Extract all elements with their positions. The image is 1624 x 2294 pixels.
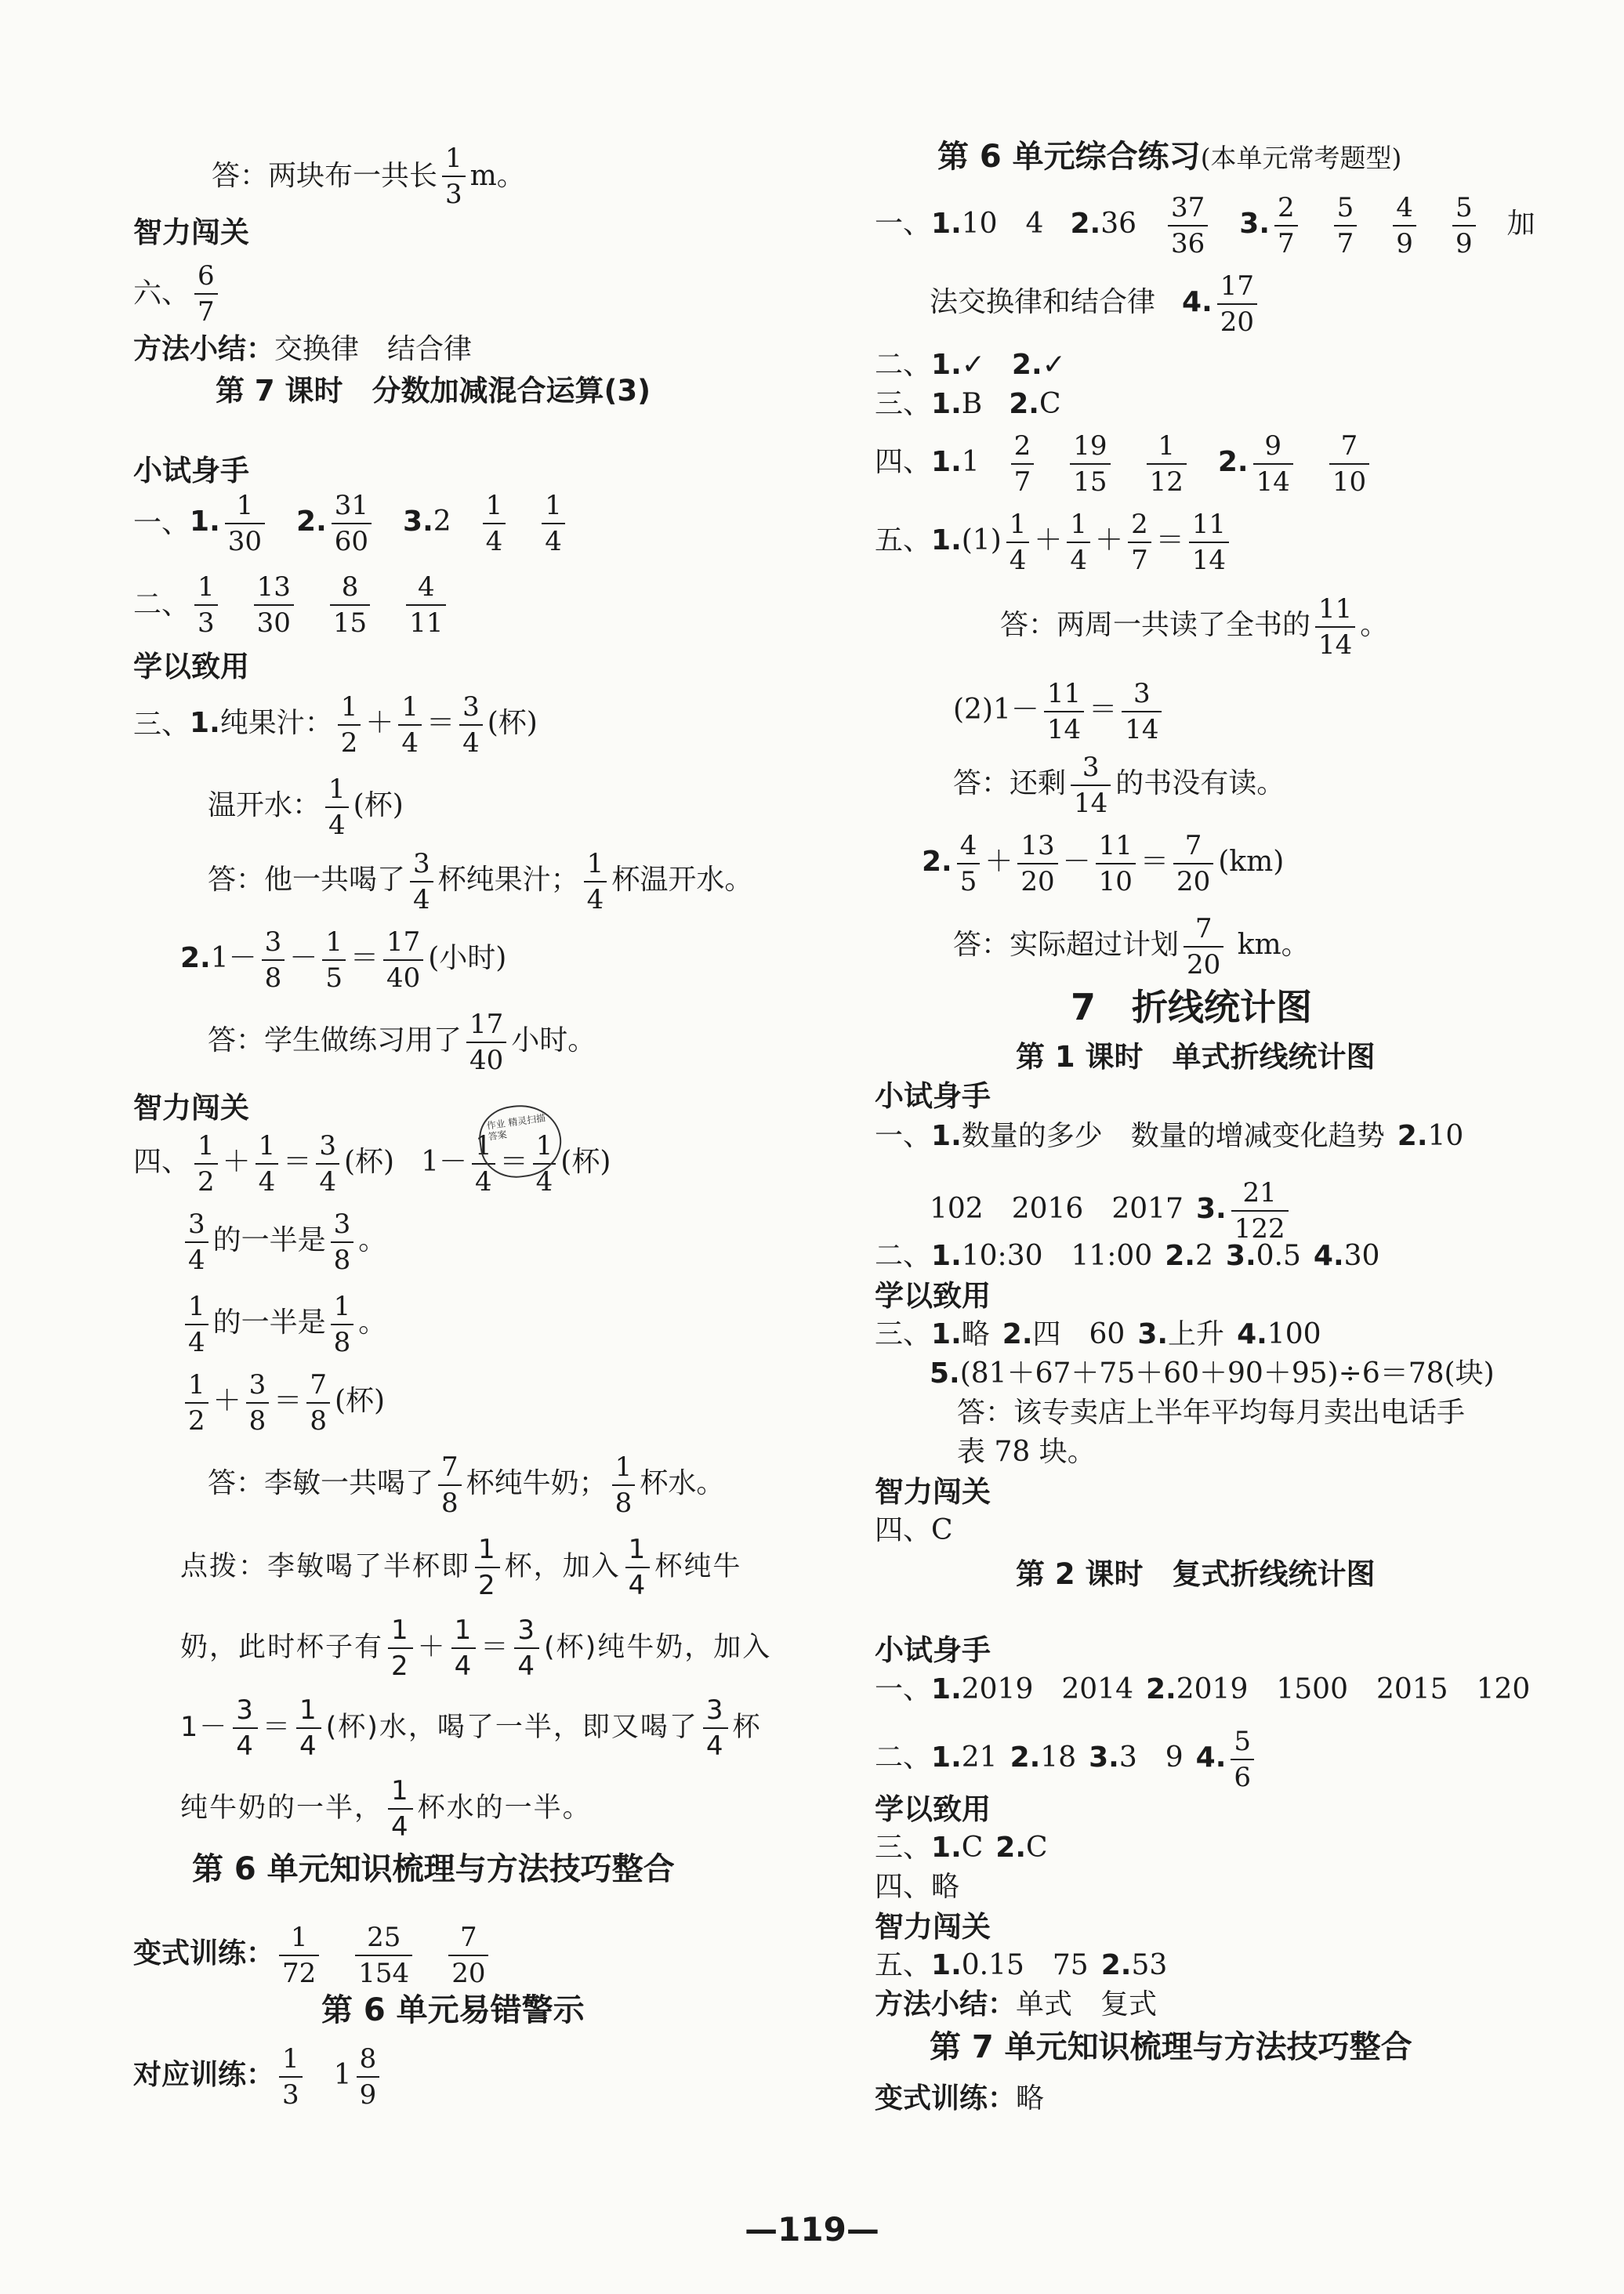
answer-line: (2)1－ $\frac{11}{14}$ ＝ $\frac{3}{14}$	[953, 680, 1166, 743]
answer-line: 三、1.B 2.C	[875, 388, 1061, 420]
answer-line: 二、1.✓ 2.✓	[875, 349, 1066, 381]
section-heading: 智力闯关	[133, 1091, 249, 1125]
answer-line: 变式训练： $\frac{1}{72}$ $\frac{25}{154}$ $\frac{7}{20}$	[133, 1924, 493, 1987]
unit-warning-title: 第 6 单元易错警示	[321, 1992, 585, 2028]
section-heading: 智力闯关	[875, 1910, 991, 1944]
answer-line: 答：还剩 $\frac{3}{14}$ 的书没有读。	[953, 752, 1285, 819]
answer-line: 102 2016 2017 3. $\frac{21}{122}$	[930, 1180, 1293, 1242]
answer-line: 五、1.0.15 75 2.53	[875, 1949, 1168, 1981]
hint-line: 纯牛奶的一半， $\frac{1}{4}$ 杯水的一半。	[180, 1775, 592, 1843]
answer-line: 答：该专卖店上半年平均每月卖出电话手	[957, 1397, 1466, 1429]
answer-line: 二、1.21 2.18 3.3 9 4. $\frac{5}{6}$	[875, 1728, 1259, 1791]
answer-line: 表 78 块。	[957, 1436, 1096, 1468]
answer-line: 答：实际超过计划 $\frac{7}{20}$ km。	[953, 913, 1310, 980]
answer-line: 答：李敏一共喝了 $\frac{7}{8}$ 杯纯牛奶； $\frac{1}{8}$ 杯水。	[208, 1451, 725, 1519]
answer-line: 四、1.1 $\frac{2}{7}$ $\frac{19}{15}$ $\frac{1}{12}$ 2. $\frac{9}{14}$ $\frac{7}{10}$	[875, 433, 1374, 495]
lesson-title: 第 2 课时 复式折线统计图	[1016, 1557, 1376, 1591]
unit-title: 7 折线统计图	[1071, 986, 1313, 1028]
answer-line: 四、 $\frac{1}{2}$ ＋ $\frac{1}{4}$ ＝ $\frac{3}{4}$ (杯) 1－ $\frac{1}{4}$ ＝ $\frac{1}{4}$ (杯)	[133, 1130, 611, 1198]
fraction: $\frac{1}{3}$	[442, 145, 466, 208]
lesson-title: 第 7 课时 分数加减混合运算(3)	[216, 374, 651, 408]
hint-line: 奶，此时杯子有 $\frac{1}{2}$ ＋ $\frac{1}{4}$ ＝ $\frac{3}{4}$ (杯)纯牛奶，加入	[180, 1614, 772, 1682]
answer-line: 一、1.10 4 2.36 $\frac{37}{36}$ 3. $\frac{2}{7}$ $\frac{5}{7}$ $\frac{4}{9}$ $\frac{5}{9}$ 加	[875, 192, 1535, 259]
answer-line: 温开水： $\frac{1}{4}$ (杯)	[208, 774, 404, 841]
answer-line: 三、1.C 2.C	[875, 1832, 1048, 1864]
lesson-title: 第 1 课时 单式折线统计图	[1016, 1040, 1376, 1074]
unit-summary-title: 第 7 单元知识梳理与方法技巧整合	[930, 2029, 1412, 2065]
method-summary: 方法小结：交换律 结合律	[133, 333, 473, 365]
section-heading: 学以致用	[133, 650, 249, 683]
right-column	[812, 0, 1624, 2294]
method-summary: 方法小结：单式 复式	[875, 1988, 1158, 2020]
answer-line: 5.(81＋67＋75＋60＋90＋95)÷6＝78(块)	[930, 1357, 1495, 1390]
answer-text: 答：两块布一共长	[212, 160, 438, 192]
answer-line: 对应训练： $\frac{1}{3}$ 1 $\frac{8}{9}$	[133, 2046, 384, 2108]
answer-line: 五、1.(1) $\frac{1}{4}$ ＋ $\frac{1}{4}$ ＋ $\frac{2}{7}$ ＝ $\frac{11}{14}$	[875, 511, 1234, 574]
answer-line: 答：学生做练习用了 $\frac{17}{40}$ 小时。	[208, 1009, 596, 1076]
answer-line: 一、1. $\frac{1}{30}$ 2. $\frac{31}{60}$ 3.2 $\frac{1}{4}$ $\frac{1}{4}$	[133, 492, 570, 555]
hint-line: 1－ $\frac{3}{4}$ ＝ $\frac{1}{4}$ (杯)水，喝了一半，即又喝了 $\frac{3}{4}$ 杯	[180, 1694, 762, 1762]
answer-line: 三、1.略 2.四 60 3.上升 4.100	[875, 1318, 1321, 1350]
section-heading: 小试身手	[133, 454, 249, 487]
answer-line: 一、1.2019 2014 2.2019 1500 2015 120	[875, 1673, 1531, 1705]
left-column	[0, 0, 772, 2294]
answer-line: $\frac{1}{4}$ 的一半是 $\frac{1}{8}$ 。	[180, 1293, 386, 1356]
stamp-mark: 作业 精灵扫描 答案	[475, 1100, 566, 1183]
answer-line: $\frac{1}{2}$ ＋ $\frac{3}{8}$ ＝ $\frac{7}{8}$ (杯)	[180, 1372, 385, 1434]
unit-summary-title: 第 6 单元知识梳理与方法技巧整合	[192, 1851, 675, 1887]
section-heading: 小试身手	[875, 1079, 991, 1113]
unit-exercise-title: 第 6 单元综合练习(本单元常考题型)	[937, 139, 1402, 175]
answer-line: 二、 $\frac{1}{3}$ $\frac{13}{30}$ $\frac{8}{15}$ $\frac{4}{11}$	[133, 574, 451, 636]
answer-line: 答：两周一共读了全书的 $\frac{11}{14}$ 。	[1000, 593, 1389, 661]
section-heading: 学以致用	[875, 1792, 991, 1826]
section-heading: 学以致用	[875, 1279, 991, 1313]
answer-line: 法交换律和结合律 4. $\frac{17}{20}$	[930, 273, 1262, 335]
answer-line: 答：他一共喝了 $\frac{3}{4}$ 杯纯果汁； $\frac{1}{4}$ 杯温开水。	[208, 848, 753, 915]
answer-line: 一、1.数量的多少 数量的增减变化趋势 2.10	[875, 1120, 1464, 1152]
answer-line: 2. $\frac{4}{5}$ ＋ $\frac{13}{20}$ － $\frac{11}{10}$ ＝ $\frac{7}{20}$ (km)	[922, 830, 1285, 897]
answer-line: 四、略	[875, 1871, 960, 1903]
section-heading: 智力闯关	[133, 216, 249, 249]
answer-line: 二、1.10:30 11:00 2.2 3.0.5 4.30	[875, 1240, 1380, 1272]
answer-line: $\frac{3}{4}$ 的一半是 $\frac{3}{8}$ 。	[180, 1211, 386, 1274]
page-number: —119—	[745, 2210, 879, 2249]
hint-line: 点拨：李敏喝了半杯即 $\frac{1}{2}$ 杯，加入 $\frac{1}{4}$ 杯纯牛	[180, 1534, 742, 1601]
section-heading: 智力闯关	[875, 1475, 991, 1509]
section-heading: 小试身手	[875, 1633, 991, 1667]
answer-line: 六、 $\frac{6}{7}$	[133, 263, 223, 325]
answer-line: 答：两块布一共长 $\frac{1}{3}$ m。	[212, 143, 525, 210]
answer-line: 变式训练：略	[875, 2082, 1045, 2115]
answer-line: 三、1.纯果汁： $\frac{1}{2}$ ＋ $\frac{1}{4}$ ＝ $\frac{3}{4}$ (杯)	[133, 691, 538, 759]
answer-line: 四、C	[875, 1514, 953, 1546]
answer-line: 2.1－ $\frac{3}{8}$ － $\frac{1}{5}$ ＝ $\frac{17}{40}$ (小时)	[180, 926, 507, 994]
